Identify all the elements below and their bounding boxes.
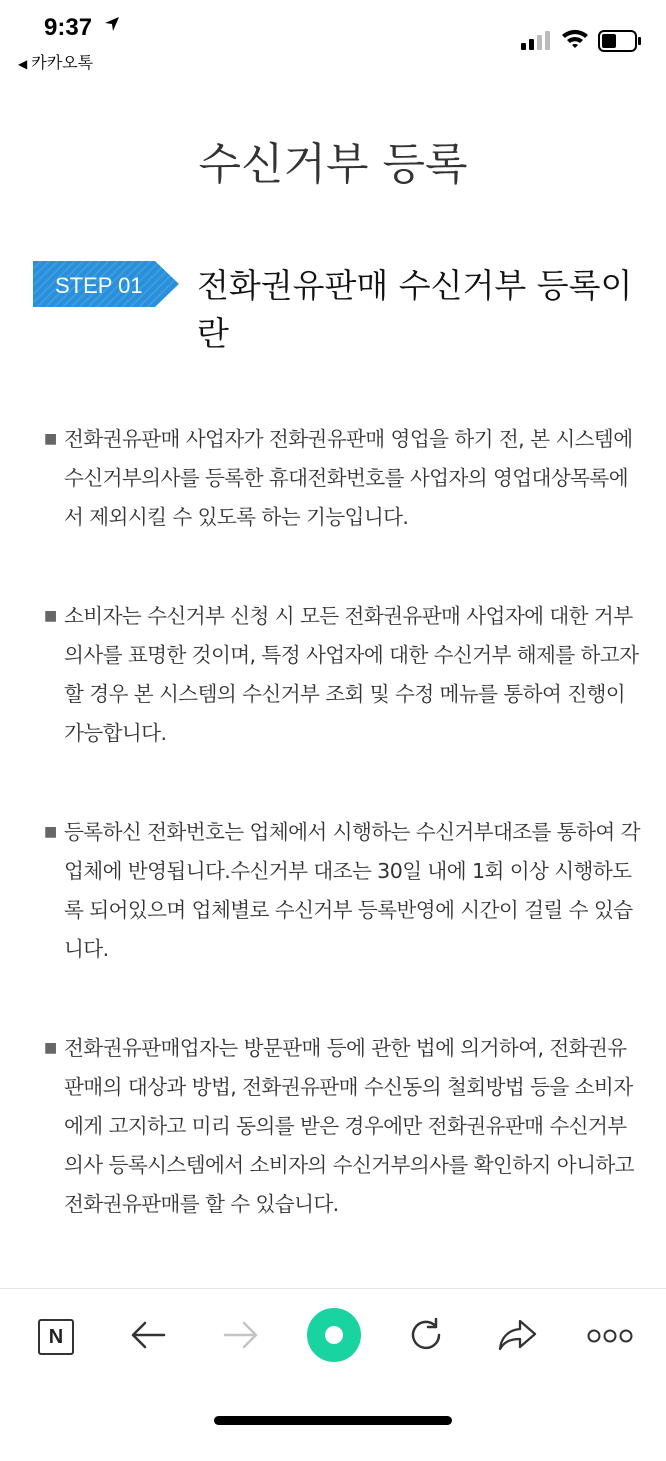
battery-icon <box>598 30 642 56</box>
bullet-icon: ■ <box>44 824 57 840</box>
list-item-text: 등록하신 전화번호는 업체에서 시행하는 수신거부대조를 통하여 각 업체에 반영됩니다.수신거부 대조는 30일 내에 1회 이상 시행하도록 되어있으며 업체별로 수신거부 등록반영에 시간이 걸릴 수 있습니다. <box>64 820 640 961</box>
share-icon <box>498 1318 538 1356</box>
green-dot-button[interactable] <box>304 1307 364 1367</box>
list-item-text: 소비자는 수신거부 신청 시 모든 전화권유판매 사업자에 대한 거부의사를 표명한 것이며, 특정 사업자에 대한 수신거부 해제를 하고자 할 경우 본 시스템의 수신거부 조회 및 수정 메뉴를 통하여 진행이 가능합니다. <box>64 604 639 745</box>
bullet-icon: ■ <box>44 431 57 447</box>
home-indicator[interactable] <box>214 1416 452 1425</box>
list-item-text: 전화권유판매업자는 방문판매 등에 관한 법에 의거하여, 전화권유판매의 대상과 방법, 전화권유판매 수신동의 철회방법 등을 소비자에게 고지하고 미리 동의를 받은 경우에만 전화권유판매 수신거부의사 등록시스템에서 소비자의 수신거부의사를 확인하지 아니하고 전화권유판매를 할 수 있습니다. <box>64 1036 634 1216</box>
bullet-icon: ■ <box>44 1040 57 1056</box>
naver-icon-label: N <box>48 1325 64 1348</box>
status-time: 9:37 <box>44 14 93 41</box>
forward-arrow-icon <box>223 1320 259 1354</box>
location-arrow-icon <box>104 16 120 36</box>
back-triangle-icon: ◀ <box>18 57 28 71</box>
naver-home-button[interactable] <box>28 1309 84 1365</box>
back-app-label: 카카오톡 <box>31 53 94 72</box>
list-item <box>40 813 640 969</box>
naver-icon <box>38 1319 74 1355</box>
step-heading: 전화권유판매 수신거부 등록이란 <box>197 266 633 353</box>
bullet-icon: ■ <box>44 608 57 624</box>
list-item <box>40 1029 640 1224</box>
more-button[interactable] <box>582 1309 638 1365</box>
list-item <box>40 420 640 537</box>
wifi-icon <box>561 27 589 53</box>
refresh-icon <box>408 1317 444 1357</box>
more-icon <box>587 1328 633 1347</box>
list-item <box>40 597 640 753</box>
list-item-text: 전화권유판매 사업자가 전화권유판매 영업을 하기 전, 본 시스템에 수신거부의사를 등록한 휴대전화번호를 사업자의 영업대상목록에서 제외시킬 수 있도록 하는 기능입니다. <box>64 427 633 529</box>
step-badge <box>33 259 181 313</box>
step-badge-label: STEP 01 <box>55 273 143 298</box>
refresh-button[interactable] <box>398 1309 454 1365</box>
back-button[interactable] <box>120 1309 176 1365</box>
forward-button[interactable] <box>213 1309 269 1365</box>
back-to-app-link[interactable] <box>18 50 93 73</box>
green-dot-icon <box>306 1307 362 1367</box>
share-button[interactable] <box>490 1309 546 1365</box>
cellular-signal-icon <box>521 30 551 54</box>
page-title: 수신거부 등록 <box>198 139 468 190</box>
status-bar <box>0 0 666 80</box>
back-arrow-icon <box>130 1320 166 1354</box>
